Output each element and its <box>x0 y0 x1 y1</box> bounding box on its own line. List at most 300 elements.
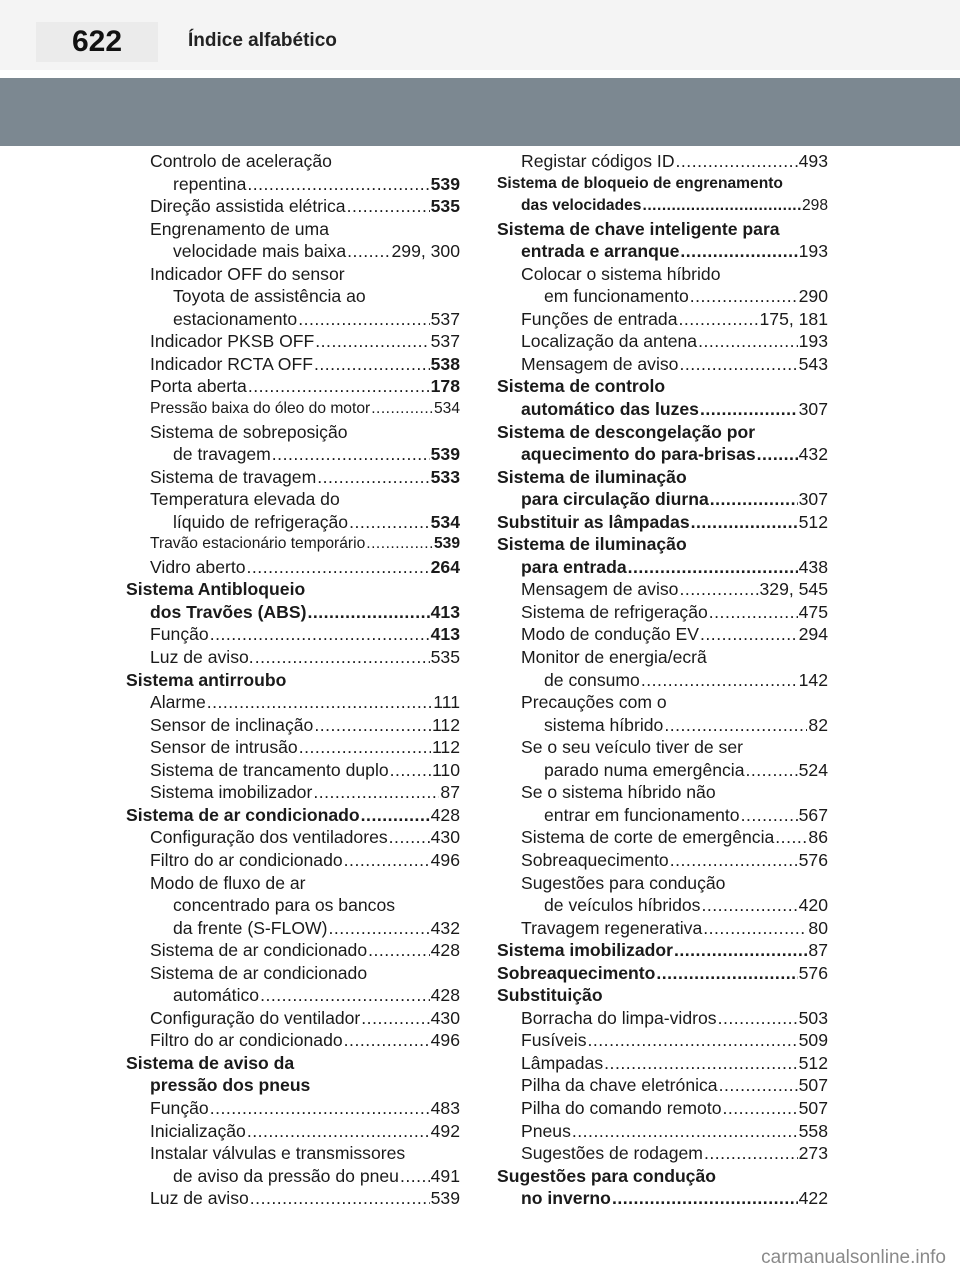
entry-text: Sistema de iluminação <box>497 466 687 487</box>
leader-dots <box>368 939 430 962</box>
entry-text: Indicador RCTA OFF <box>150 353 313 374</box>
index-entry <box>126 263 460 286</box>
page-reference: 543 <box>798 353 828 374</box>
index-entry <box>497 578 828 601</box>
index-entry <box>126 285 460 308</box>
entry-text: Sensor de intrusão <box>150 737 298 758</box>
page-reference: 428 <box>430 940 460 961</box>
index-entry <box>126 691 460 714</box>
entry-text: Sistema de aviso da <box>126 1052 295 1073</box>
entry-text: de aviso da pressão do pneu <box>173 1165 399 1186</box>
leader-dots <box>679 578 758 601</box>
entry-text: Colocar o sistema híbrido <box>521 263 721 284</box>
entry-text: Registar códigos ID <box>521 151 675 171</box>
entry-text: Alarme <box>150 692 206 713</box>
index-entry <box>497 1120 828 1143</box>
leader-dots <box>347 195 430 218</box>
entry-text: no inverno <box>521 1188 611 1209</box>
index-entry <box>497 894 828 917</box>
leader-dots <box>299 736 431 759</box>
leader-dots <box>349 511 430 534</box>
index-heading <box>497 375 828 398</box>
entry-text: Se o sistema híbrido não <box>521 782 716 803</box>
page-number: 622 <box>36 22 158 62</box>
page-reference: 299, 300 <box>391 241 460 262</box>
index-entry <box>497 1029 828 1052</box>
page-reference: 87 <box>440 782 460 803</box>
index-entry <box>126 488 460 511</box>
leader-dots <box>612 1187 798 1210</box>
index-entry <box>126 556 460 579</box>
entry-text: para entrada <box>521 556 627 577</box>
entry-text: parado numa emergência <box>544 759 745 780</box>
entry-text: automático das luzes <box>521 399 699 420</box>
index-heading <box>497 240 828 263</box>
entry-text: Mensagem de aviso <box>521 353 679 374</box>
index-entry <box>126 759 460 782</box>
index-heading <box>126 1052 460 1075</box>
leader-dots <box>307 601 429 624</box>
index-heading <box>497 173 828 196</box>
entry-text: estacionamento <box>173 308 298 329</box>
leader-dots <box>719 1074 798 1097</box>
entry-text: Configuração do ventilador <box>150 1007 361 1028</box>
leader-dots <box>247 556 430 579</box>
leader-dots <box>400 1165 430 1188</box>
page-reference: 290 <box>798 286 828 307</box>
index-heading <box>497 398 828 421</box>
page-reference: 193 <box>798 241 828 262</box>
entry-text: da frente (S-FLOW) <box>173 917 328 938</box>
index-entry <box>126 466 460 489</box>
entry-text: Instalar válvulas e transmissores <box>150 1143 406 1164</box>
page-reference: 307 <box>798 399 828 420</box>
page-reference: 307 <box>798 489 828 510</box>
leader-dots <box>628 556 798 579</box>
entry-text: Temperatura elevada do <box>150 489 340 510</box>
leader-dots <box>314 714 431 737</box>
index-entry <box>497 263 828 286</box>
index-entry <box>126 872 460 895</box>
index-entry <box>126 849 460 872</box>
entry-text: Toyota de assistência ao <box>173 286 366 307</box>
section-banner <box>0 78 960 146</box>
page-reference: 112 <box>431 737 460 758</box>
page-reference: 438 <box>798 556 828 577</box>
leader-dots <box>775 826 807 849</box>
index-heading <box>497 443 828 466</box>
entry-text: Mensagem de aviso <box>521 579 679 600</box>
index-heading <box>497 466 828 489</box>
leader-dots <box>210 1097 430 1120</box>
page-reference: 142 <box>798 669 828 690</box>
page-reference: 567 <box>798 804 828 825</box>
entry-text: Sobreaquecimento <box>497 962 656 983</box>
leader-dots <box>674 939 807 962</box>
index-entry <box>126 1007 460 1030</box>
leader-dots <box>679 353 797 376</box>
page-reference: 537 <box>430 308 460 329</box>
entry-text: entrar em funcionamento <box>544 804 740 825</box>
entry-text: Sistema imobilizador <box>497 940 673 961</box>
leader-dots <box>315 330 429 353</box>
index-heading <box>497 1165 828 1188</box>
entry-text: Indicador PKSB OFF <box>150 331 315 352</box>
index-entry <box>126 398 460 421</box>
entry-text: Filtro do ar condicionado <box>150 1030 343 1051</box>
entry-text: aquecimento do para-brisas <box>521 444 756 465</box>
page-reference: 539 <box>430 1188 460 1209</box>
page-reference: 413 <box>430 624 460 645</box>
entry-text: Pilha da chave eletrónica <box>521 1075 718 1096</box>
page-reference: 430 <box>430 827 460 848</box>
index-heading <box>497 984 828 1007</box>
index-entry <box>497 601 828 624</box>
page-reference: 86 <box>808 827 828 848</box>
page-reference: 430 <box>430 1007 460 1028</box>
index-entry <box>126 353 460 376</box>
index-entry <box>126 1187 460 1210</box>
entry-text: Luz de aviso. <box>150 647 254 668</box>
index-entry <box>126 533 460 556</box>
page-reference: 538 <box>430 353 460 374</box>
index-heading <box>497 218 828 241</box>
leader-dots <box>272 443 430 466</box>
entry-text: Se o seu veículo tiver de ser <box>521 737 743 758</box>
entry-text: Sugestões de rodagem <box>521 1143 703 1164</box>
page-reference: 493 <box>798 151 828 171</box>
leader-dots <box>313 781 439 804</box>
entry-text: Configuração dos ventiladores <box>150 827 388 848</box>
leader-dots <box>604 1052 797 1075</box>
page-reference: 432 <box>798 444 828 465</box>
leader-dots <box>656 962 797 985</box>
entry-text: das velocidades <box>521 197 642 215</box>
entry-text: Sistema de chave inteligente para <box>497 218 780 239</box>
entry-text: Porta aberta <box>150 376 247 397</box>
entry-text: entrada e arranque <box>521 241 680 262</box>
index-entry <box>126 962 460 985</box>
leader-dots <box>371 398 433 421</box>
index-heading <box>497 511 828 534</box>
index-entry <box>126 375 460 398</box>
page-reference: 111 <box>433 692 460 713</box>
section-title: Índice alfabético <box>188 30 337 51</box>
entry-text: Direção assistida elétrica <box>150 196 346 217</box>
leader-dots <box>641 669 798 692</box>
index-heading <box>126 804 460 827</box>
page-reference: 87 <box>808 940 828 961</box>
entry-text: Sobreaquecimento <box>521 849 669 870</box>
leader-dots <box>670 849 798 872</box>
index-heading <box>497 195 828 218</box>
entry-text: Filtro do ar condicionado <box>150 849 343 870</box>
index-entry <box>126 1029 460 1052</box>
entry-text: Sistema de descongelação por <box>497 421 756 442</box>
index-entry <box>497 849 828 872</box>
page-reference: 537 <box>430 331 460 352</box>
entry-text: Sistema de travagem <box>150 466 317 487</box>
index-entry <box>497 285 828 308</box>
index-entry <box>497 669 828 692</box>
leader-dots <box>710 488 798 511</box>
watermark: carmanualsonline.info <box>761 1247 946 1268</box>
leader-dots <box>700 623 798 646</box>
page-reference: 475 <box>798 601 828 622</box>
page-reference: 507 <box>798 1075 828 1096</box>
index-entry <box>126 150 460 173</box>
page-reference: 558 <box>798 1120 828 1141</box>
page-reference: 110 <box>431 759 460 780</box>
leader-dots <box>698 330 798 353</box>
index-heading <box>126 578 460 601</box>
entry-text: repentina <box>173 173 247 194</box>
leader-dots <box>703 917 807 940</box>
leader-dots <box>676 150 798 173</box>
entry-text: Sugestões para condução <box>497 1165 717 1186</box>
entry-text: para circulação diurna <box>521 489 709 510</box>
leader-dots <box>642 195 800 218</box>
entry-text: Sistema de iluminação <box>497 534 687 555</box>
index-entry <box>497 759 828 782</box>
leader-dots <box>361 804 430 827</box>
entry-text: Sistema de ar condicionado <box>150 962 368 983</box>
entry-text: Controlo de aceleração <box>150 151 332 171</box>
leader-dots <box>704 1142 798 1165</box>
index-entry <box>126 1097 460 1120</box>
entry-text: Modo de condução EV <box>521 624 700 645</box>
entry-text: Sistema de refrigeração <box>521 601 708 622</box>
page-reference: 298 <box>801 197 828 215</box>
leader-dots <box>207 691 433 714</box>
entry-text: Sistema de ar condicionado <box>126 804 360 825</box>
entry-text: Pilha do comando remoto <box>521 1097 722 1118</box>
leader-dots <box>746 759 798 782</box>
page-reference: 496 <box>430 849 460 870</box>
leader-dots <box>298 308 429 331</box>
leader-dots <box>250 1187 430 1210</box>
leader-dots <box>344 1029 430 1052</box>
index-entry <box>126 173 460 196</box>
leader-dots <box>314 353 430 376</box>
entry-text: Lâmpadas <box>521 1052 604 1073</box>
leader-dots <box>255 646 430 669</box>
entry-text: Sensor de inclinação <box>150 714 314 735</box>
page-reference: 428 <box>430 985 460 1006</box>
index-heading <box>497 556 828 579</box>
entry-text: Sistema imobilizador <box>150 782 313 803</box>
entry-text: Monitor de energia/ecrã <box>521 647 707 668</box>
leader-dots <box>757 443 798 466</box>
index-entry <box>497 736 828 759</box>
leader-dots <box>664 714 807 737</box>
index-column-right <box>497 150 828 1210</box>
entry-text: líquido de refrigeração <box>173 511 349 532</box>
entry-text: concentrado para os bancos <box>173 895 396 916</box>
page-reference: 512 <box>798 1052 828 1073</box>
leader-dots <box>572 1120 798 1143</box>
entry-text: Inicialização <box>150 1120 246 1141</box>
page-reference: 329, 545 <box>759 579 828 600</box>
page-reference: 420 <box>798 895 828 916</box>
entry-text: Funções de entrada <box>521 308 678 329</box>
index-entry <box>126 939 460 962</box>
page-reference: 524 <box>798 759 828 780</box>
entry-text: Vidro aberto <box>150 556 246 577</box>
index-entry <box>497 646 828 669</box>
leader-dots <box>741 804 798 827</box>
page-reference: 492 <box>430 1120 460 1141</box>
page-reference: 432 <box>430 917 460 938</box>
leader-dots <box>680 240 797 263</box>
index-heading <box>126 601 460 624</box>
index-entry <box>497 917 828 940</box>
entry-text: Borracha do limpa-vidros <box>521 1007 717 1028</box>
page-reference: 576 <box>798 849 828 870</box>
leader-dots <box>260 984 430 1007</box>
page-reference: 512 <box>798 511 828 532</box>
entry-text: de travagem <box>173 444 271 465</box>
entry-text: Precauções com o <box>521 692 667 713</box>
leader-dots <box>718 1007 798 1030</box>
index-entry <box>126 781 460 804</box>
index-entry <box>126 308 460 331</box>
page-reference: 82 <box>808 714 828 735</box>
index-entry <box>497 1097 828 1120</box>
index-entry <box>497 623 828 646</box>
index-entry <box>126 826 460 849</box>
page-reference: 112 <box>431 714 460 735</box>
index-entry <box>126 330 460 353</box>
leader-dots <box>700 398 798 421</box>
leader-dots <box>588 1029 798 1052</box>
page-reference: 533 <box>430 466 460 487</box>
index-entry <box>497 872 828 895</box>
page-reference: 534 <box>430 511 460 532</box>
entry-text: Pressão baixa do óleo do motor <box>150 400 371 418</box>
index-entry <box>497 330 828 353</box>
index-entry <box>126 195 460 218</box>
entry-text: Sistema de ar condicionado <box>150 940 368 961</box>
entry-text: Localização da antena <box>521 331 698 352</box>
index-entry <box>126 984 460 1007</box>
page-reference: 422 <box>798 1188 828 1209</box>
index-heading <box>497 939 828 962</box>
page-reference: 503 <box>798 1007 828 1028</box>
entry-text: de veículos híbridos <box>544 895 701 916</box>
page-reference: 178 <box>430 376 460 397</box>
index-entry <box>497 826 828 849</box>
leader-dots <box>347 240 390 263</box>
entry-text: automático <box>173 985 260 1006</box>
index-entry <box>126 894 460 917</box>
index-entry <box>126 646 460 669</box>
index-entry <box>126 1120 460 1143</box>
entry-text: Função <box>150 1097 209 1118</box>
leader-dots <box>389 826 430 849</box>
index-heading <box>497 533 828 556</box>
entry-text: em funcionamento <box>544 286 689 307</box>
entry-text: sistema híbrido <box>544 714 664 735</box>
entry-text: dos Travões (ABS) <box>150 601 307 622</box>
leader-dots <box>317 466 429 489</box>
page-reference: 535 <box>430 196 460 217</box>
entry-text: Engrenamento de uma <box>150 218 329 239</box>
index-entry <box>497 1074 828 1097</box>
index-heading <box>497 962 828 985</box>
index-entry <box>126 1165 460 1188</box>
index-heading <box>497 421 828 444</box>
index-entry <box>126 218 460 241</box>
index-entry <box>497 353 828 376</box>
index-entry <box>497 804 828 827</box>
leader-dots <box>210 623 430 646</box>
index-heading <box>126 669 460 692</box>
page-reference: 534 <box>433 400 460 418</box>
entry-text: Sistema de controlo <box>497 376 666 397</box>
entry-text: Sistema de corte de emergência <box>521 827 775 848</box>
entry-text: Sistema de bloqueio de engrenamento <box>497 174 783 192</box>
index-entry <box>497 150 828 173</box>
page-reference: 535 <box>430 647 460 668</box>
entry-text: Substituir as lâmpadas <box>497 511 690 532</box>
index-heading <box>497 488 828 511</box>
index-entry <box>126 240 460 263</box>
entry-text: Sistema antirroubo <box>126 669 287 690</box>
leader-dots <box>701 894 797 917</box>
entry-text: Travagem regenerativa <box>521 917 703 938</box>
page-reference: 428 <box>430 804 460 825</box>
page-reference: 273 <box>798 1143 828 1164</box>
entry-text: Função <box>150 624 209 645</box>
leader-dots <box>328 917 429 940</box>
index-entry <box>497 781 828 804</box>
index-entry <box>497 1007 828 1030</box>
index-entry <box>126 917 460 940</box>
entry-text: Sistema de sobreposição <box>150 421 348 442</box>
leader-dots <box>361 1007 429 1030</box>
entry-text: Fusíveis <box>521 1030 587 1051</box>
entry-text: Luz de aviso <box>150 1188 249 1209</box>
leader-dots <box>690 285 798 308</box>
page-reference: 483 <box>430 1097 460 1118</box>
leader-dots <box>723 1097 798 1120</box>
leader-dots <box>248 375 430 398</box>
entry-text: Travão estacionário temporário <box>150 535 366 553</box>
page-reference: 294 <box>798 624 828 645</box>
page-reference: 539 <box>430 173 460 194</box>
index-entry <box>126 511 460 534</box>
leader-dots <box>366 533 433 556</box>
entry-text: Indicador OFF do sensor <box>150 263 345 284</box>
page-header <box>0 0 960 70</box>
page-reference: 413 <box>430 601 460 622</box>
page-reference: 193 <box>798 331 828 352</box>
index-heading <box>497 1187 828 1210</box>
entry-text: Sistema Antibloqueio <box>126 579 306 600</box>
entry-text: Pneus <box>521 1120 571 1141</box>
page-reference: 80 <box>808 917 828 938</box>
entry-text: Sistema de trancamento duplo <box>150 759 389 780</box>
entry-text: pressão dos pneus <box>150 1075 311 1096</box>
page-reference: 491 <box>430 1165 460 1186</box>
entry-text: velocidade mais baixa <box>173 241 347 262</box>
index-entry <box>126 443 460 466</box>
leader-dots <box>691 511 798 534</box>
index-entry <box>126 421 460 444</box>
index-entry <box>126 1142 460 1165</box>
index-entry <box>497 714 828 737</box>
